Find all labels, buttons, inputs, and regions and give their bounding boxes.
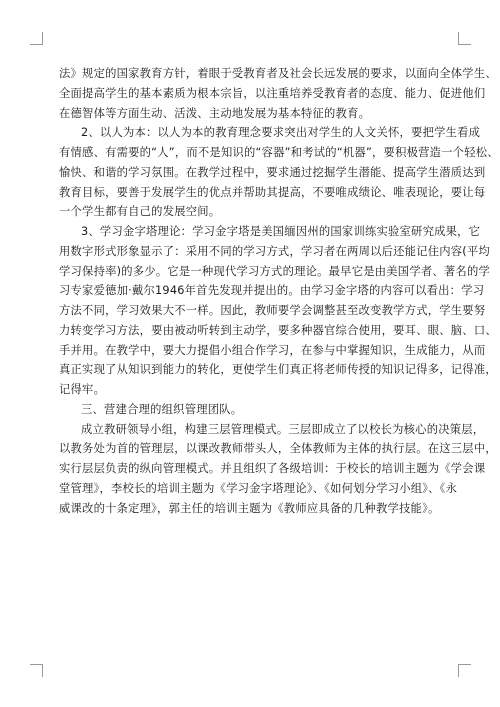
text-line: 方法不同，学习效果大不一样。因此，教师要学会调整甚至改变教学方式，学生要努 <box>59 304 486 317</box>
text-line: 威课改的十条定理》，郭主任的培训主题为《教师应具备的几种教学技能》。 <box>59 501 440 515</box>
text-line: 2、以人为本：以人为本的教育理念要求突出对学生的人文关怀，要把学生看成 <box>81 126 481 140</box>
crop-mark-top-left <box>30 32 43 45</box>
text-line: 实行层层负责的纵向管理模式。并且组织了各级培训：于校长的培训主题为《学会课 <box>59 462 486 475</box>
text-line: 记得牢。 <box>59 383 106 396</box>
text-line: 教育目标，要善于发展学生的优点并帮助其提高，不要唯成绩论、唯表现论，要让每 <box>59 185 486 199</box>
text-line: 3、学习金字塔理论：学习金字塔是美国缅因州的国家训练实验室研究成果，它 <box>81 225 481 238</box>
text-line: 在德智体等方面生动、活泼、主动地发展为基本特征的教育。 <box>59 106 371 120</box>
text-line: 成立教研领导小组，构建三层管理模式。三层即成立了以校长为核心的决策层， <box>81 422 485 436</box>
text-line: 一个学生都有自己的发展空间。 <box>59 205 221 219</box>
text-line: 法》规定的国家教育方针，着眼于受教育者及社会长远发展的要求，以面向全体学生、 <box>59 67 497 80</box>
crop-mark-bottom-left <box>30 664 43 677</box>
text-line: 有情感、有需要的“人”，而不是知识的“容器”和考试的“机器”，要积极营造一个轻松、 <box>59 146 499 159</box>
text-line: 力转变学习方法，要由被动听转到主动学，要多种器官综合使用，要耳、眼、脑、口、 <box>59 323 497 337</box>
text-line: 全面提高学生的基本素质为根本宗旨，以注重培养受教育者的态度、能力、促进他们 <box>59 86 486 100</box>
text-line: 手并用。在教学中，要大力提倡小组合作学习，在参与中掌握知识，生成能力，从而 <box>59 343 486 357</box>
text-line: 以教务处为首的管理层，以课改教师带头人，全体教师为主体的执行层。在这三层中， <box>59 442 497 456</box>
text-line: 用数字形式形象显示了：采用不同的学习方式，学习者在两周以后还能记住内容(平均 <box>59 244 490 258</box>
text-line: 堂管理》，李校长的培训主题为《学习金字塔理论》、《如何划分学习小组》、《永 <box>59 481 458 495</box>
crop-mark-bottom-right <box>458 664 471 677</box>
document-body <box>59 64 499 518</box>
text-line: 习专家爱德加·戴尔1946年首先发现并提出的。由学习金字塔的内容可以看出：学习 <box>59 284 485 298</box>
text-line: 学习保持率)的多少。它是一种现代学习方式的理论。最早它是由美国学者、著名的学 <box>59 264 490 278</box>
text-line: 愉快、和谐的学习氛围。在教学过程中，要求通过挖掘学生潜能、提高学生潜质达到 <box>59 165 486 179</box>
crop-mark-top-right <box>458 32 471 45</box>
text-line: 三、营建合理的组织管理团队。 <box>81 402 243 416</box>
text-line: 真正实现了从知识到能力的转化，更使学生们真正将老师传授的知识记得多，记得准， <box>59 363 497 377</box>
